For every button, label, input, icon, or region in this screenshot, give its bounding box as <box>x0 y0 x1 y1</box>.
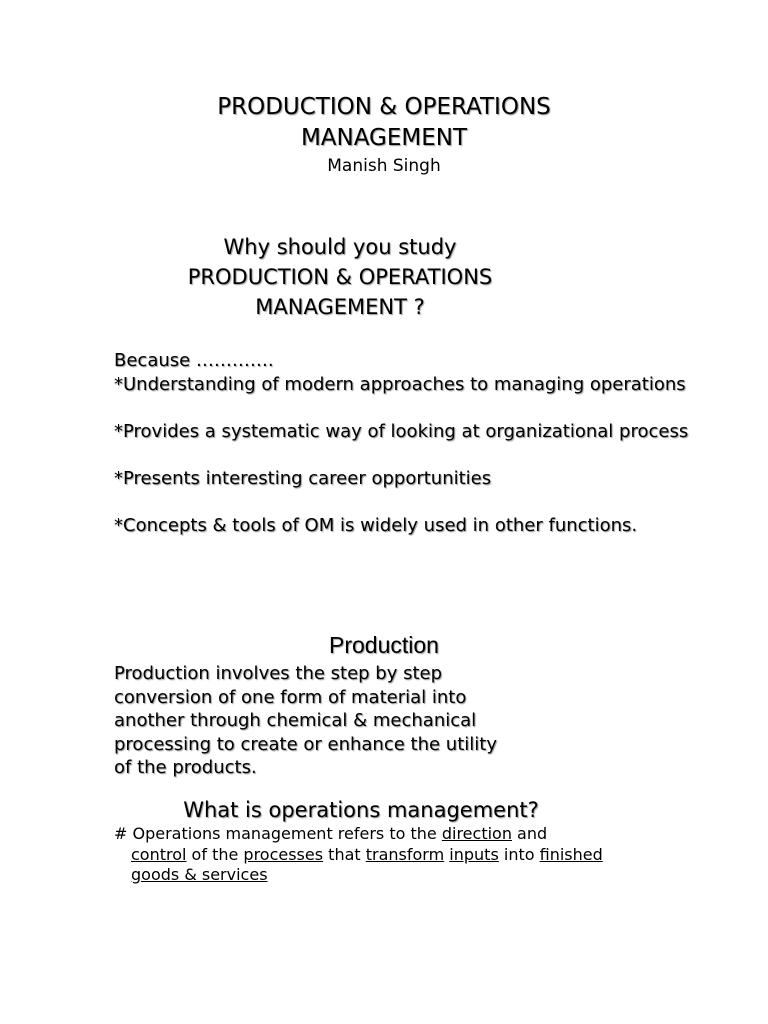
document-title <box>0 92 768 154</box>
om-into: into <box>498 844 540 864</box>
om-definition-line-3 <box>114 865 714 886</box>
production-paragraph <box>114 662 554 780</box>
because-intro: Because …………. <box>114 350 274 371</box>
reasons-list <box>114 349 714 537</box>
reason-item: *Provides a systematic way of looking at organizational process <box>114 420 689 442</box>
om-definition-line-1 <box>114 824 714 845</box>
production-line: of the products. <box>114 757 257 778</box>
term-processes: processes <box>243 844 324 864</box>
why-study-heading <box>140 232 540 322</box>
om-of-the: of the <box>186 844 244 864</box>
why-line-1: Why should you study <box>223 235 457 259</box>
production-line: another through chemical & mechanical <box>114 710 477 731</box>
term-goods-services: goods & services <box>131 865 268 884</box>
om-definition-line-2 <box>114 845 714 866</box>
om-prefix: # Operations management refers to the <box>114 824 442 843</box>
reason-item: *Understanding of modern approaches to managing operations <box>114 373 686 395</box>
production-line: Production involves the step by step <box>114 663 443 684</box>
title-line-1: PRODUCTION & OPERATIONS <box>217 94 551 120</box>
om-heading: What is operations management? <box>183 798 539 822</box>
term-transform: transform <box>365 844 445 864</box>
production-line: conversion of one form of material into <box>114 686 467 708</box>
term-inputs: inputs <box>449 844 499 864</box>
om-that: that <box>323 844 366 864</box>
reason-item: *Concepts & tools of OM is widely used in other functions. <box>114 514 638 536</box>
om-definition <box>114 824 714 886</box>
production-line: processing to create or enhance the utility <box>114 733 497 755</box>
why-line-2: PRODUCTION & OPERATIONS <box>187 265 493 289</box>
reason-item: *Presents interesting career opportunities <box>114 467 492 489</box>
why-line-3: MANAGEMENT ? <box>255 295 425 319</box>
term-finished: finished <box>539 844 603 864</box>
term-direction: direction <box>441 824 512 843</box>
production-heading: Production <box>329 632 439 658</box>
om-and: and <box>511 824 548 843</box>
title-line-2: MANAGEMENT <box>300 125 468 151</box>
term-control: control <box>131 844 187 864</box>
author-name: Manish Singh <box>327 156 441 176</box>
